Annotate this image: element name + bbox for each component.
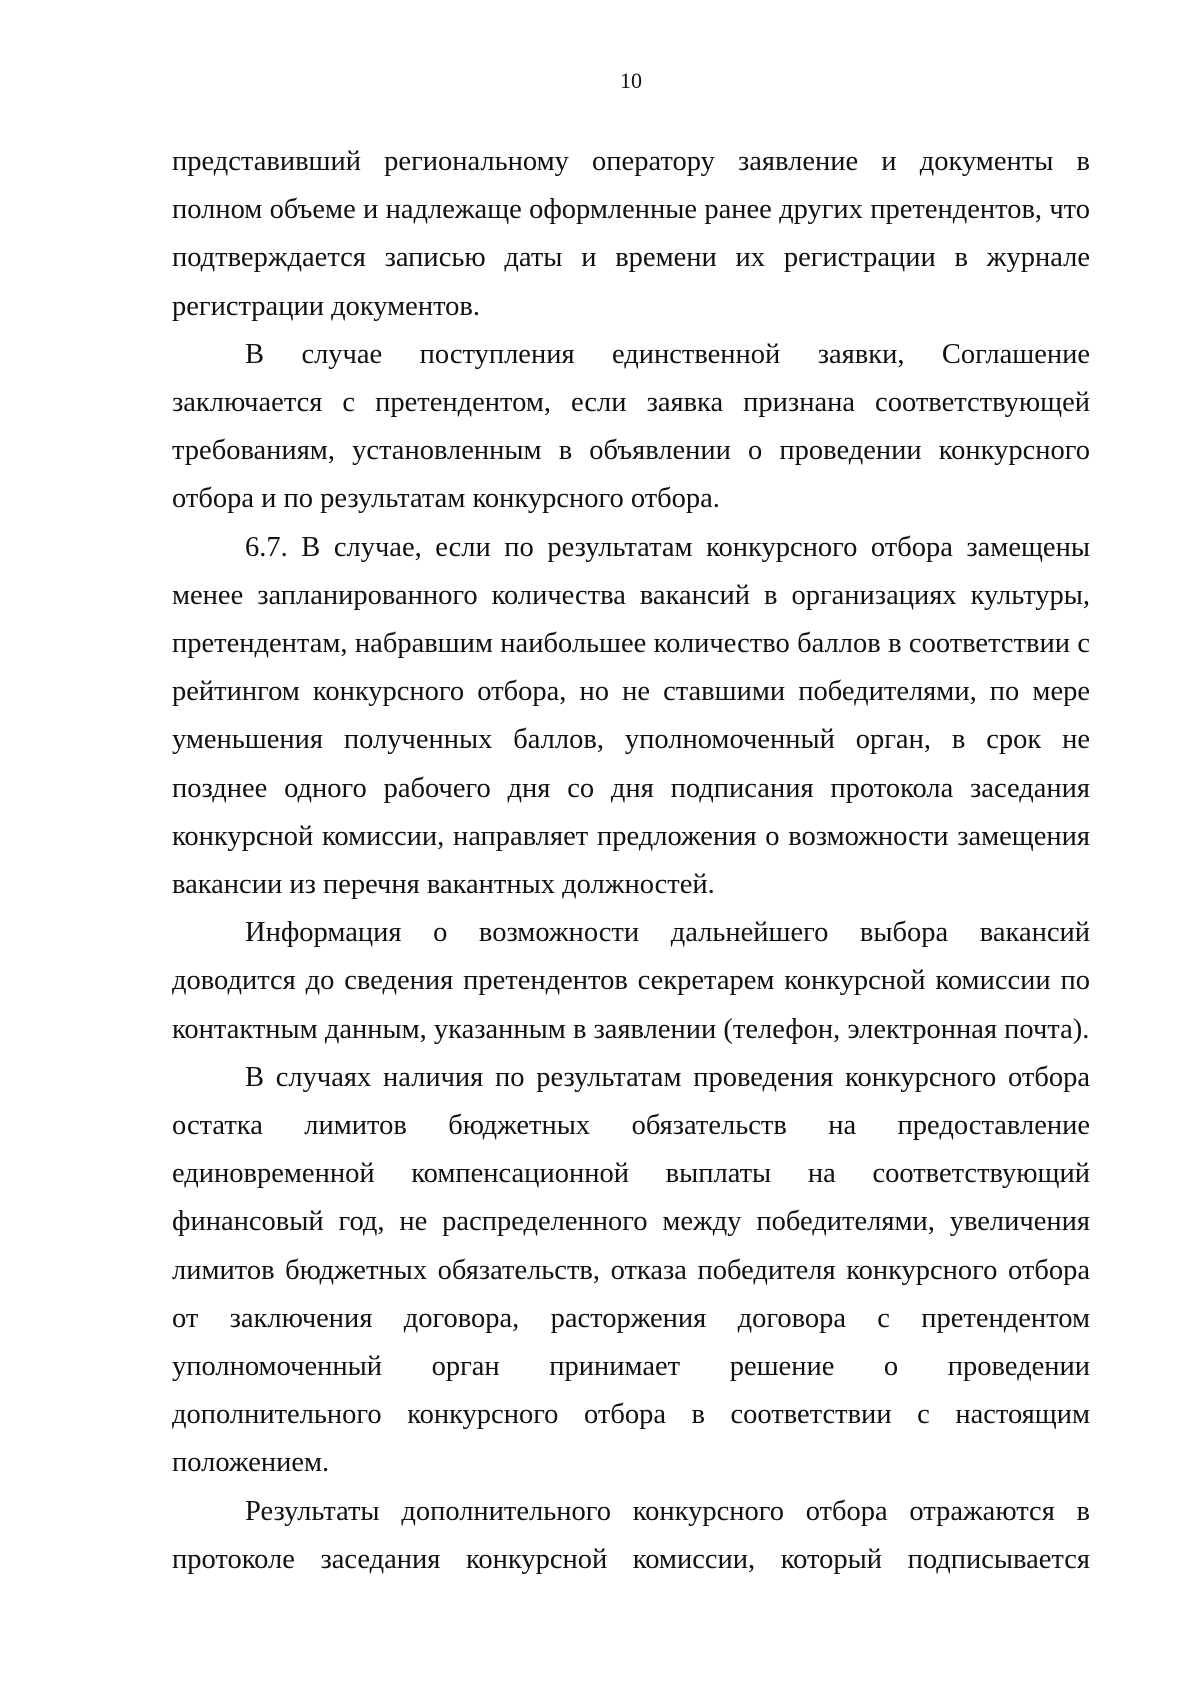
paragraph-continuation: представивший региональному оператору заявление и документы в полном объеме и надлежаще оформленные ранее других претендентов, что подтверждается записью даты и времени их регистрации в журнале регистрации документов. [172,146,1090,322]
page-number: 10 [620,68,642,93]
paragraph-additional-results: Результаты дополнительного конкурсного отбора отражаются в протоколе заседания конкурсной комиссии, который подписывается [172,1495,1090,1575]
document-body [172,138,1090,1584]
paragraph-single-application: В случае поступления единственной заявки, Соглашение заключается с претендентом, если заявка признана соответствующей требованиям, установленным в объявлении о проведении конкурсного отбора и по результатам конкурсного отбора. [172,338,1090,515]
paragraph-6-7: 6.7. В случае, если по результатам конкурсного отбора замещены менее запланированного количества вакансий в организациях культуры, претендентам, набравшим наибольшее количество баллов в соответствии с рейтингом конкурсного отбора, но не ставшими победителями, по мере уменьшения полученных баллов, уполномоченный орган, в срок не позднее одного рабочего дня со дня подписания протокола заседания конкурсной комиссии, направляет предложения о возможности замещения вакансии из перечня вакантных должностей. [172,531,1090,901]
paragraph-vacancy-information: Информация о возможности дальнейшего выбора вакансий доводится до сведения претендентов секретарем конкурсной комиссии по контактным данным, указанным в заявлении (телефон, электронная почта). [172,917,1090,1045]
paragraph-additional-selection: В случаях наличия по результатам проведения конкурсного отбора остатка лимитов бюджетных обязательств на предоставление единовременной компенсационной выплаты на соответствующий финансовый год, не распределенного между победителями, увеличения лимитов бюджетных обязательств, отказа победителя конкурсного отбора от заключения договора, расторжения договора с претендентом уполномоченный орган принимает решение о проведении дополнительного конкурсного отбора в соответствии с настоящим положением. [172,1061,1090,1479]
